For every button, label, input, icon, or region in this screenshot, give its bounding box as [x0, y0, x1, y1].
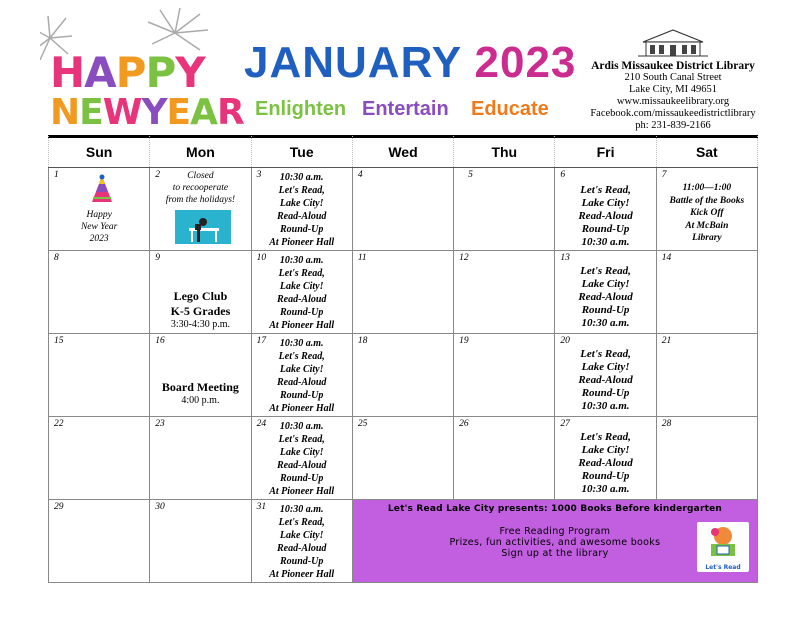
day-number: 7: [661, 170, 667, 180]
day-cell: [251, 168, 352, 251]
day-number: 14: [661, 253, 672, 263]
event-line: Battle of the Books: [669, 195, 745, 206]
event-location: At Pioneer Hall: [269, 320, 335, 331]
weekday-wed: Wed: [352, 136, 453, 168]
happy-new-year-graphic: [40, 8, 244, 138]
day-cell: [251, 251, 352, 334]
day-number: 10: [256, 253, 267, 263]
day-number: 4: [357, 170, 363, 180]
day-cell: [656, 417, 757, 500]
event-line: Let's Read,: [278, 517, 325, 528]
weekday-header-row: [49, 136, 758, 168]
tagline-enlighten: Enlighten: [255, 98, 347, 120]
promo-line: Sign up at the library: [501, 548, 609, 559]
library-phone: ph: 231-839-2166: [635, 120, 711, 131]
event-time: 10:30 a.m.: [279, 255, 324, 266]
day-number: 16: [155, 336, 165, 346]
lets-read-event: [252, 171, 352, 249]
party-hat-icon: [90, 174, 114, 204]
event-line: At McBain: [685, 220, 729, 231]
note-line: from the holidays!: [165, 195, 236, 205]
day-cell: [454, 334, 555, 417]
day-number: 6: [560, 170, 566, 180]
event-line: Lake City!: [581, 278, 630, 290]
logo-text: Let's Read: [705, 564, 741, 571]
day-cell: [352, 251, 453, 334]
day-number: 13: [560, 253, 570, 263]
event-line: Lake City!: [581, 197, 630, 209]
event-line: Lake City!: [581, 444, 630, 456]
event-time: 4:00 p.m.: [181, 395, 220, 406]
day-cell: [454, 417, 555, 500]
calendar-grid: [48, 136, 758, 583]
week-row: [49, 334, 758, 417]
event-time: 11:00—1:00: [682, 183, 732, 193]
lets-read-event: [252, 337, 352, 415]
event-line: Lego Club: [173, 289, 228, 303]
event-line: Round-Up: [280, 307, 324, 318]
day-number: 12: [459, 253, 469, 263]
event-time: 10:30 a.m.: [581, 400, 630, 412]
day-number: 31: [256, 502, 267, 512]
month-name: JANUARY: [244, 38, 462, 87]
event-line: Kick Off: [690, 208, 724, 218]
day-number: 5: [468, 170, 473, 180]
day-cell: [49, 251, 150, 334]
note-line: to recooperate: [172, 183, 229, 193]
day-number: 9: [155, 253, 161, 263]
day-number: 2: [155, 170, 161, 180]
happy-text: HAPPY: [50, 48, 205, 97]
day-cell: [352, 168, 453, 251]
day-number: 27: [560, 419, 570, 429]
event-line: Read-Aloud: [578, 374, 633, 386]
day-cell: [150, 168, 251, 251]
event-line: Round-Up: [581, 470, 630, 482]
event-location: At Pioneer Hall: [269, 569, 335, 580]
weekday-fri: Fri: [555, 136, 656, 168]
event-line: Lake City!: [279, 281, 324, 292]
event-line: Let's Read,: [278, 351, 325, 362]
event-location: At Pioneer Hall: [269, 403, 335, 414]
day-number: 15: [54, 336, 64, 346]
event-line: Let's Read,: [580, 265, 631, 277]
day-number: 24: [256, 419, 267, 429]
day-cell: [555, 334, 656, 417]
event-line: Lake City!: [279, 364, 324, 375]
library-street: 210 South Canal Street: [624, 72, 722, 83]
event-line: K-5 Grades: [170, 304, 231, 318]
tagline-entertain: Entertain: [362, 98, 449, 120]
board-meeting-event: Board Meeting: [161, 380, 239, 394]
day-cell: [150, 417, 251, 500]
year: 2023: [474, 38, 577, 87]
day-cell: [150, 334, 251, 417]
event-line: Read-Aloud: [578, 457, 633, 469]
event-line: Lake City!: [581, 361, 630, 373]
lets-read-event: [555, 184, 655, 249]
event-line: Read-Aloud: [276, 460, 327, 471]
weekday-tue: Tue: [251, 136, 352, 168]
day-cell: [150, 500, 251, 583]
week-row: [49, 417, 758, 500]
event-line: Round-Up: [581, 223, 630, 235]
day-cell: [555, 417, 656, 500]
event-time: 10:30 a.m.: [279, 421, 324, 432]
event-line: Read-Aloud: [276, 377, 327, 388]
day-cell: [454, 251, 555, 334]
event-time: 10:30 a.m.: [279, 338, 324, 349]
day-number: 18: [357, 336, 368, 346]
weekday-thu: Thu: [454, 136, 555, 168]
event-line: Let's Read,: [278, 434, 325, 445]
day-number: 23: [155, 419, 165, 429]
event-line: Lake City!: [279, 530, 324, 541]
event-line: Lake City!: [279, 447, 324, 458]
event-line: Round-Up: [280, 390, 324, 401]
event-line: Round-Up: [280, 224, 324, 235]
library-facebook: Facebook.com/missaukeedistrictlibrary: [590, 108, 756, 119]
day-number: 19: [459, 336, 469, 346]
event-location: At Pioneer Hall: [269, 237, 335, 248]
library-name: Ardis Missaukee District Library: [591, 60, 755, 72]
day-number: 8: [54, 253, 59, 263]
event-line: Library: [692, 233, 722, 243]
battle-of-books-event: [657, 182, 757, 245]
event-line: Let's Read,: [580, 348, 631, 360]
note-line: New Year: [80, 222, 118, 232]
promo-title: Let's Read Lake City presents: 1000 Books Before kindergarten: [387, 504, 722, 514]
day-cell: [49, 500, 150, 583]
day-number: 22: [54, 419, 64, 429]
event-line: Let's Read,: [580, 431, 631, 443]
day-number: 30: [155, 502, 165, 512]
day-cell: [352, 334, 453, 417]
day-number: 11: [357, 253, 367, 263]
event-line: Read-Aloud: [578, 210, 633, 222]
event-line: Let's Read,: [580, 184, 631, 196]
day-number: 20: [560, 336, 570, 346]
event-time: 10:30 a.m.: [279, 504, 324, 515]
month-title: [244, 38, 576, 88]
day-cell: [454, 168, 555, 251]
library-city: Lake City, MI 49651: [629, 84, 717, 95]
lets-read-event: [252, 503, 352, 581]
day-number: 25: [357, 419, 368, 429]
library-website: www.missaukeelibrary.org: [616, 96, 730, 107]
day-number: 17: [256, 336, 267, 346]
event-location: At Pioneer Hall: [269, 486, 335, 497]
weekday-mon: Mon: [150, 136, 251, 168]
lets-read-event: [252, 420, 352, 498]
event-line: Round-Up: [581, 304, 630, 316]
lets-read-logo: [697, 522, 749, 572]
closed-note: [150, 170, 250, 206]
event-line: Read-Aloud: [276, 211, 327, 222]
day-number: 3: [256, 170, 262, 180]
reading-child-icon: [697, 522, 749, 560]
resting-person-icon: [175, 210, 231, 244]
event-line: Read-Aloud: [276, 294, 327, 305]
day-number: 29: [54, 502, 64, 512]
promo-line: Free Reading Program: [499, 526, 611, 537]
day-cell: [555, 168, 656, 251]
happy-new-year-note: [49, 209, 149, 245]
tagline-educate: Educate: [471, 98, 549, 120]
day-number: 21: [661, 336, 672, 346]
day-cell: [49, 417, 150, 500]
day-cell: [150, 251, 251, 334]
day-number: 28: [661, 419, 672, 429]
week-row: [49, 251, 758, 334]
note-line: Closed: [187, 171, 214, 181]
day-cell: [656, 168, 757, 251]
day-cell: [656, 334, 757, 417]
event-line: Lake City!: [279, 198, 324, 209]
event-time: 3:30-4:30 p.m.: [170, 319, 230, 330]
promo-line: Prizes, fun activities, and awesome books: [449, 537, 661, 548]
weekday-sat: Sat: [656, 136, 757, 168]
event-time: 10:30 a.m.: [581, 483, 630, 495]
lets-read-event: [555, 348, 655, 413]
lego-club-event: [150, 289, 250, 319]
event-line: Round-Up: [280, 556, 324, 567]
day-cell: [251, 500, 352, 583]
event-line: Read-Aloud: [578, 291, 633, 303]
day-cell: [656, 251, 757, 334]
day-number: 26: [459, 419, 469, 429]
day-cell: [251, 417, 352, 500]
day-cell: [555, 251, 656, 334]
lets-read-event: [555, 265, 655, 330]
week-row: [49, 168, 758, 251]
new-year-text: NEWYEAR: [50, 92, 244, 133]
event-line: Round-Up: [280, 473, 324, 484]
event-time: 10:30 a.m.: [581, 317, 630, 329]
event-line: Let's Read,: [278, 268, 325, 279]
event-time: 10:30 a.m.: [279, 172, 324, 183]
day-number: 1: [54, 170, 59, 180]
day-cell: [49, 168, 150, 251]
day-cell: [352, 417, 453, 500]
lets-read-event: [252, 254, 352, 332]
promo-banner: [352, 500, 757, 583]
event-line: Let's Read,: [278, 185, 325, 196]
weekday-sun: Sun: [49, 136, 150, 168]
note-line: 2023: [89, 234, 109, 244]
library-building-icon: [638, 28, 708, 58]
event-line: Round-Up: [581, 387, 630, 399]
week-row: [49, 500, 758, 583]
event-line: Read-Aloud: [276, 543, 327, 554]
note-line: Happy: [86, 210, 112, 220]
event-time: 10:30 a.m.: [581, 236, 630, 248]
library-info: [588, 28, 758, 132]
day-cell: [49, 334, 150, 417]
lets-read-event: [555, 431, 655, 496]
day-cell: [251, 334, 352, 417]
